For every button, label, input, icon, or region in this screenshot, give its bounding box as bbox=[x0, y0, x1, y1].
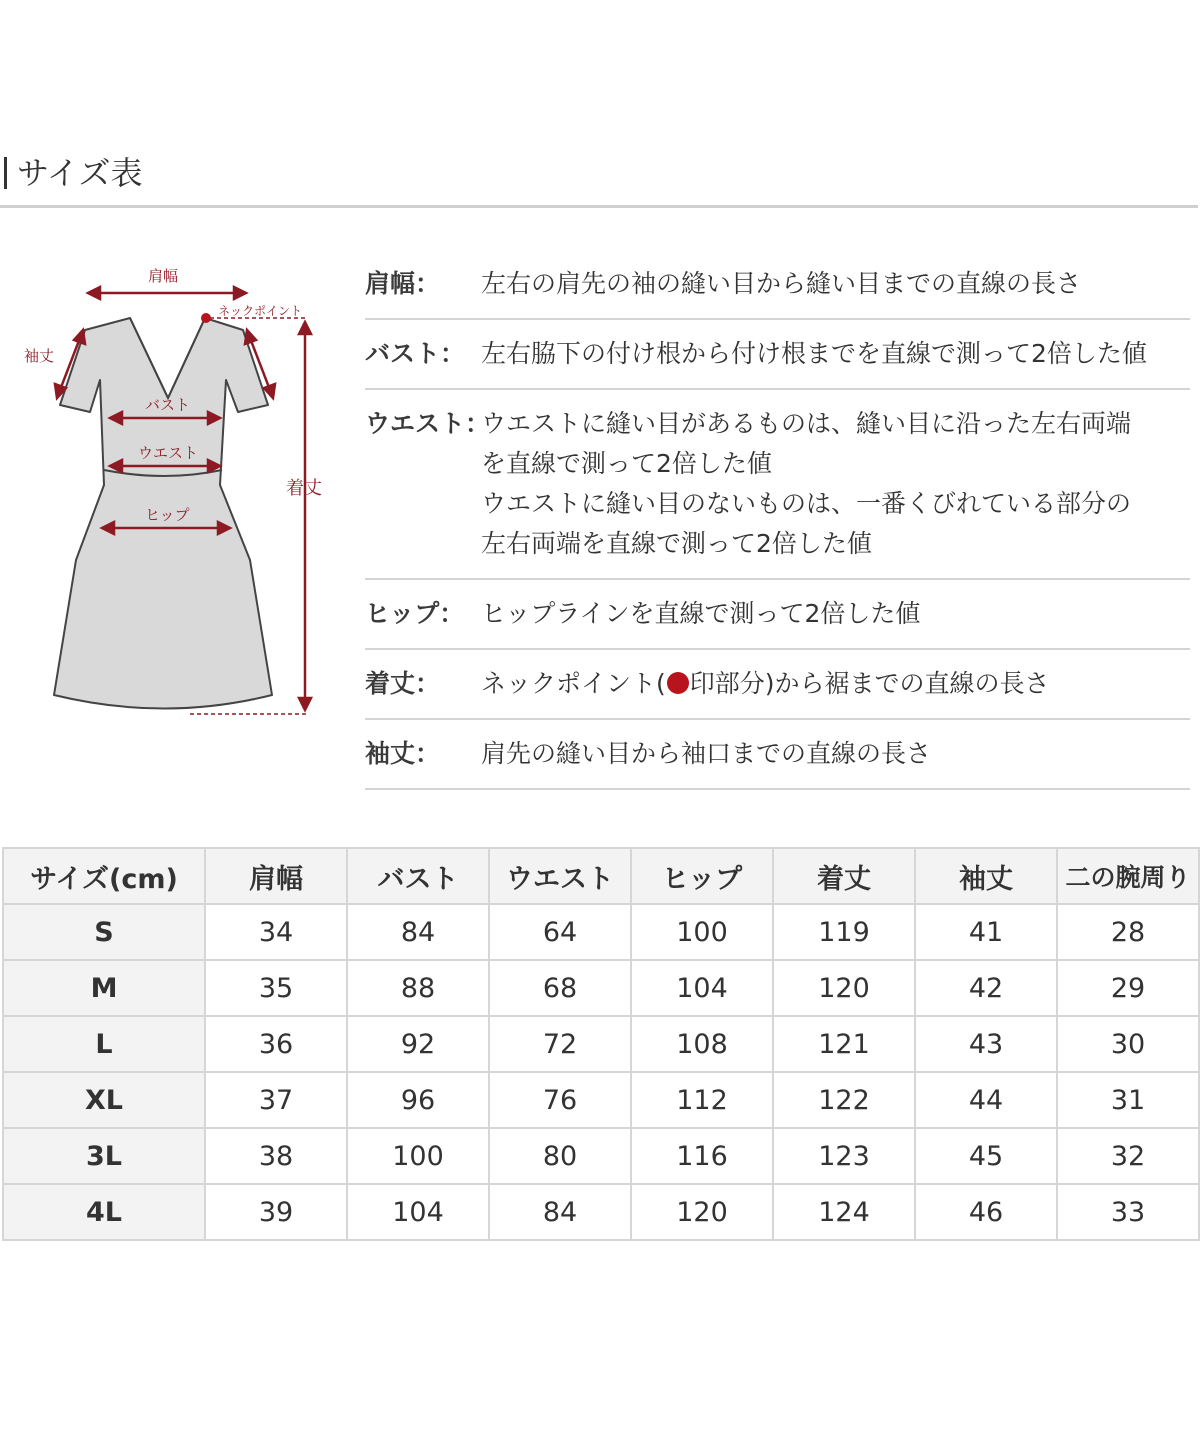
measurement-cell: 119 bbox=[773, 904, 915, 960]
page-title bbox=[4, 150, 142, 196]
diagram-label-neck-point: ネックポイント bbox=[218, 304, 303, 318]
heading-divider bbox=[0, 205, 1198, 208]
diagram-label-waist: ウエスト bbox=[138, 444, 199, 462]
dress-diagram bbox=[0, 230, 340, 750]
size-label-cell: S bbox=[3, 904, 205, 960]
measurement-cell: 45 bbox=[915, 1128, 1057, 1184]
red-dot-icon bbox=[667, 672, 689, 694]
measurement-cell: 37 bbox=[205, 1072, 347, 1128]
definition-text-post: 印部分)から裾までの直線の長さ bbox=[689, 669, 1050, 698]
measurement-cell: 31 bbox=[1057, 1072, 1199, 1128]
neck-point-dot bbox=[201, 313, 211, 323]
measurement-cell: 120 bbox=[773, 960, 915, 1016]
table-row bbox=[3, 1072, 1199, 1128]
size-label-cell: XL bbox=[3, 1072, 205, 1128]
definition-row-shoulder bbox=[365, 250, 1190, 320]
definition-row-length bbox=[365, 650, 1190, 720]
definition-row-sleeve bbox=[365, 720, 1190, 790]
measurement-cell: 122 bbox=[773, 1072, 915, 1128]
heading-bar bbox=[4, 157, 7, 189]
measurement-definitions bbox=[365, 250, 1190, 790]
measurement-cell: 112 bbox=[631, 1072, 773, 1128]
measurement-cell: 84 bbox=[347, 904, 489, 960]
column-header: ウエスト bbox=[489, 848, 631, 904]
measurement-cell: 76 bbox=[489, 1072, 631, 1128]
diagram-label-sleeve: 袖丈 bbox=[24, 347, 55, 365]
definition-line: を直線で測って2倍した値 bbox=[481, 449, 772, 478]
length-arrow bbox=[299, 322, 311, 710]
definition-row-bust bbox=[365, 320, 1190, 390]
size-table bbox=[2, 847, 1200, 1241]
measurement-cell: 35 bbox=[205, 960, 347, 1016]
diagram-label-length: 着丈 bbox=[286, 478, 322, 499]
measurement-cell: 41 bbox=[915, 904, 1057, 960]
measurement-cell: 34 bbox=[205, 904, 347, 960]
shoulder-arrow bbox=[88, 287, 246, 299]
size-table-body bbox=[3, 904, 1199, 1240]
measurement-cell: 104 bbox=[631, 960, 773, 1016]
measurement-cell: 72 bbox=[489, 1016, 631, 1072]
definition-term: 着丈： bbox=[365, 669, 441, 698]
page-title-text: サイズ表 bbox=[17, 154, 143, 192]
definition-line: 左右の肩先の袖の縫い目から縫い目までの直線の長さ bbox=[481, 269, 1082, 298]
definition-line: ヒップラインを直線で測って2倍した値 bbox=[481, 599, 921, 628]
measurement-cell: 68 bbox=[489, 960, 631, 1016]
measurement-cell: 121 bbox=[773, 1016, 915, 1072]
measurement-cell: 116 bbox=[631, 1128, 773, 1184]
definition-line: 肩先の縫い目から袖口までの直線の長さ bbox=[481, 739, 932, 768]
definition-row-hip bbox=[365, 580, 1190, 650]
measurement-cell: 100 bbox=[347, 1128, 489, 1184]
definition-term: バスト： bbox=[365, 339, 466, 368]
table-row bbox=[3, 960, 1199, 1016]
measurement-cell: 36 bbox=[205, 1016, 347, 1072]
measurement-cell: 92 bbox=[347, 1016, 489, 1072]
column-header: バスト bbox=[347, 848, 489, 904]
measurement-cell: 32 bbox=[1057, 1128, 1199, 1184]
column-header: サイズ(cm) bbox=[3, 848, 205, 904]
size-label-cell: 4L bbox=[3, 1184, 205, 1240]
measurement-cell: 96 bbox=[347, 1072, 489, 1128]
definition-row-waist bbox=[365, 390, 1190, 580]
definition-line: ウエストに縫い目があるものは、縫い目に沿った左右両端 bbox=[481, 409, 1132, 438]
measurement-cell: 46 bbox=[915, 1184, 1057, 1240]
diagram-label-hip: ヒップ bbox=[145, 506, 190, 524]
definition-term: ヒップ： bbox=[365, 599, 465, 628]
table-row bbox=[3, 1128, 1199, 1184]
measurement-cell: 43 bbox=[915, 1016, 1057, 1072]
definition-line: ウエストに縫い目のないものは、一番くびれている部分の bbox=[481, 489, 1132, 518]
size-label-cell: M bbox=[3, 960, 205, 1016]
measurement-cell: 29 bbox=[1057, 960, 1199, 1016]
definition-line: 左右脇下の付け根から付け根までを直線で測って2倍した値 bbox=[481, 339, 1147, 368]
size-label-cell: L bbox=[3, 1016, 205, 1072]
measurement-cell: 120 bbox=[631, 1184, 773, 1240]
column-header: 袖丈 bbox=[915, 848, 1057, 904]
table-row bbox=[3, 1184, 1199, 1240]
measurement-cell: 100 bbox=[631, 904, 773, 960]
measurement-cell: 80 bbox=[489, 1128, 631, 1184]
table-header-row bbox=[3, 848, 1199, 904]
column-header: 二の腕周り bbox=[1057, 848, 1199, 904]
measurement-cell: 104 bbox=[347, 1184, 489, 1240]
column-header: 肩幅 bbox=[205, 848, 347, 904]
column-header: ヒップ bbox=[631, 848, 773, 904]
table-row bbox=[3, 1016, 1199, 1072]
measurement-cell: 42 bbox=[915, 960, 1057, 1016]
measurement-cell: 33 bbox=[1057, 1184, 1199, 1240]
measurement-cell: 28 bbox=[1057, 904, 1199, 960]
measurement-cell: 39 bbox=[205, 1184, 347, 1240]
definition-text-pre: ネックポイント( bbox=[481, 669, 666, 698]
definition-desc bbox=[481, 594, 1190, 634]
size-label-cell: 3L bbox=[3, 1128, 205, 1184]
definition-line: 左右両端を直線で測って2倍した値 bbox=[481, 529, 872, 558]
measurement-cell: 124 bbox=[773, 1184, 915, 1240]
definition-desc bbox=[481, 664, 1190, 704]
diagram-label-bust: バスト bbox=[145, 396, 191, 414]
measurement-cell: 64 bbox=[489, 904, 631, 960]
column-header: 着丈 bbox=[773, 848, 915, 904]
measurement-cell: 88 bbox=[347, 960, 489, 1016]
measurement-cell: 44 bbox=[915, 1072, 1057, 1128]
definition-term: ウエスト： bbox=[365, 409, 491, 438]
measurement-cell: 84 bbox=[489, 1184, 631, 1240]
measurement-cell: 30 bbox=[1057, 1016, 1199, 1072]
measurement-cell: 123 bbox=[773, 1128, 915, 1184]
definition-desc bbox=[481, 404, 1190, 564]
definition-desc bbox=[481, 734, 1190, 774]
definition-term: 袖丈： bbox=[365, 739, 441, 768]
measurement-cell: 38 bbox=[205, 1128, 347, 1184]
table-row bbox=[3, 904, 1199, 960]
diagram-label-shoulder: 肩幅 bbox=[148, 267, 179, 285]
measurement-cell: 108 bbox=[631, 1016, 773, 1072]
definition-term: 肩幅： bbox=[365, 269, 441, 298]
definition-desc bbox=[481, 264, 1190, 304]
definition-desc bbox=[481, 334, 1190, 374]
